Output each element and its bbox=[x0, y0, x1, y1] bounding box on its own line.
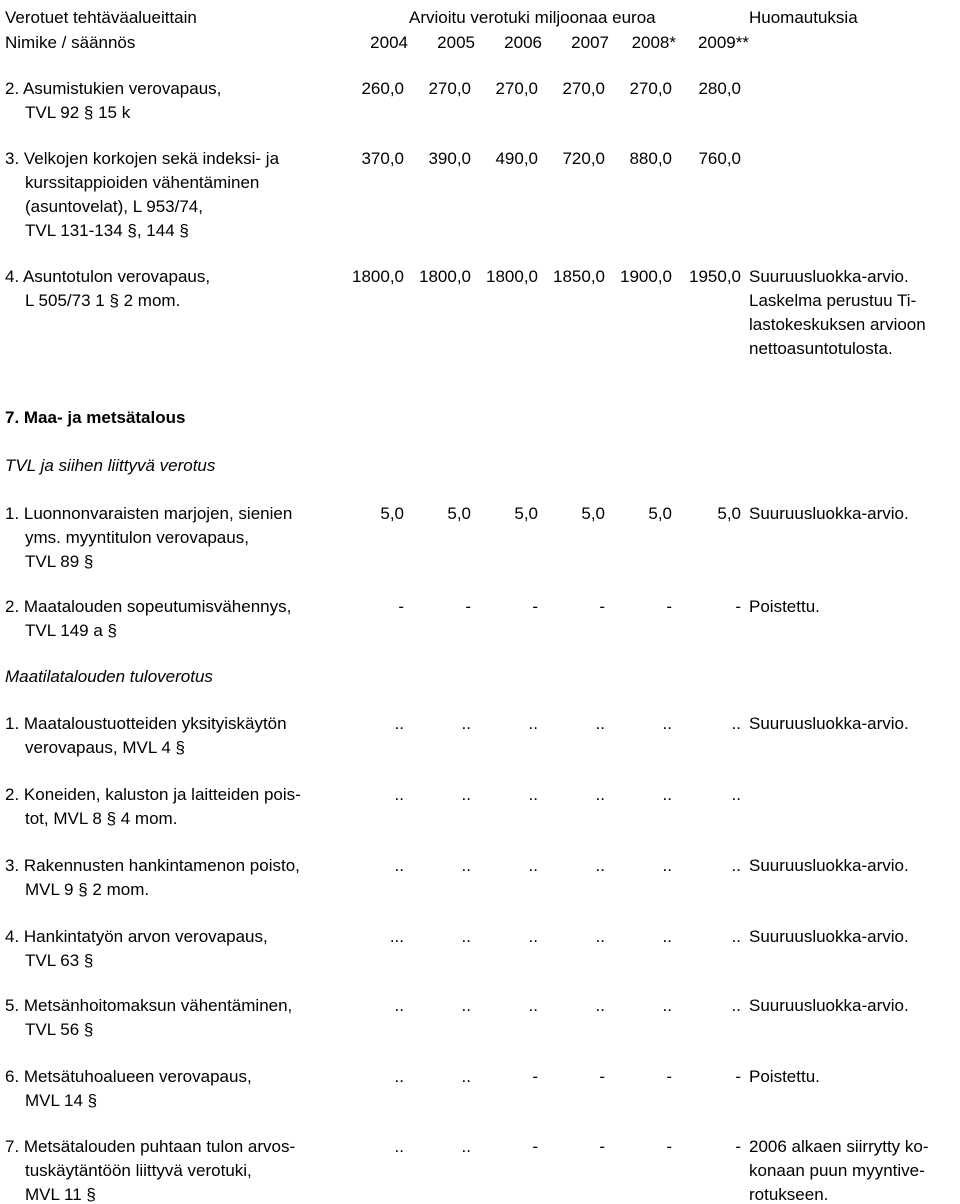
header-col1-subtitle: Nimike / säännös bbox=[5, 33, 136, 52]
row-note: Suuruusluokka-arvio. bbox=[749, 856, 909, 875]
row-value: 760,0 bbox=[698, 149, 741, 168]
row-value: .. bbox=[731, 714, 741, 733]
row-label: 1. Maataloustuotteiden yksityiskäytön bbox=[5, 714, 287, 733]
row-label: MVL 9 § 2 mom. bbox=[25, 880, 150, 899]
row-value: .. bbox=[461, 856, 471, 875]
row-note: lastokeskuksen arvioon bbox=[749, 315, 926, 334]
row-label: TVL 131-134 §, 144 § bbox=[25, 221, 189, 240]
section-title: 7. Maa- ja metsätalous bbox=[5, 408, 186, 427]
row-label: 6. Metsätuhoalueen verovapaus, bbox=[5, 1067, 252, 1086]
row-value: .. bbox=[461, 996, 471, 1015]
row-value: .. bbox=[662, 714, 672, 733]
row-label: tot, MVL 8 § 4 mom. bbox=[25, 809, 178, 828]
row-value: .. bbox=[595, 927, 605, 946]
row-label: 5. Metsänhoitomaksun vähentäminen, bbox=[5, 996, 293, 1015]
row-value: 1900,0 bbox=[620, 267, 672, 286]
row-value: 720,0 bbox=[562, 149, 605, 168]
row-label: tuskäytäntöön liittyvä verotuki, bbox=[25, 1161, 252, 1180]
row-note: Poistettu. bbox=[749, 1067, 820, 1086]
row-value: .. bbox=[461, 714, 471, 733]
row-label: MVL 14 § bbox=[25, 1091, 98, 1110]
row-note: 2006 alkaen siirrytty ko- bbox=[749, 1137, 929, 1156]
row-value: - bbox=[735, 597, 741, 616]
row-value: .. bbox=[595, 856, 605, 875]
row-value: - bbox=[666, 1137, 672, 1156]
row-note: Suuruusluokka-arvio. bbox=[749, 927, 909, 946]
row-value: 880,0 bbox=[629, 149, 672, 168]
row-label: 2. Maatalouden sopeutumisvähennys, bbox=[5, 597, 292, 616]
row-value: .. bbox=[595, 714, 605, 733]
row-value: - bbox=[465, 597, 471, 616]
row-value: .. bbox=[394, 785, 404, 804]
header-year: 2005 bbox=[437, 33, 475, 52]
row-value: 390,0 bbox=[428, 149, 471, 168]
row-value: 1800,0 bbox=[486, 267, 538, 286]
row-value: 370,0 bbox=[361, 149, 404, 168]
row-note: Suuruusluokka-arvio. bbox=[749, 714, 909, 733]
row-label: 2. Koneiden, kaluston ja laitteiden pois- bbox=[5, 785, 301, 804]
row-note: nettoasuntotulosta. bbox=[749, 339, 893, 358]
row-note: rotukseen. bbox=[749, 1185, 829, 1204]
row-value: 270,0 bbox=[495, 79, 538, 98]
row-note: Laskelma perustuu Ti- bbox=[749, 291, 917, 310]
row-value: 1800,0 bbox=[419, 267, 471, 286]
row-value: .. bbox=[528, 856, 538, 875]
row-value: .. bbox=[731, 927, 741, 946]
row-value: - bbox=[532, 597, 538, 616]
subsection-title: TVL ja siihen liittyvä verotus bbox=[5, 456, 216, 475]
row-value: 270,0 bbox=[428, 79, 471, 98]
row-label: (asuntovelat), L 953/74, bbox=[25, 197, 203, 216]
row-value: 1950,0 bbox=[689, 267, 741, 286]
row-note: Suuruusluokka-arvio. bbox=[749, 267, 909, 286]
row-value: .. bbox=[461, 1137, 471, 1156]
row-note: Suuruusluokka-arvio. bbox=[749, 504, 909, 523]
row-value: 5,0 bbox=[447, 504, 471, 523]
row-label: MVL 11 § bbox=[25, 1185, 96, 1204]
row-value: .. bbox=[731, 785, 741, 804]
row-value: .. bbox=[662, 856, 672, 875]
row-value: 490,0 bbox=[495, 149, 538, 168]
row-value: .. bbox=[528, 785, 538, 804]
row-value: - bbox=[398, 597, 404, 616]
subsection-title: Maatilatalouden tuloverotus bbox=[5, 667, 213, 686]
row-label: yms. myyntitulon verovapaus, bbox=[25, 528, 249, 547]
row-label: 3. Rakennusten hankintamenon poisto, bbox=[5, 856, 300, 875]
header-year: 2006 bbox=[504, 33, 542, 52]
row-value: .. bbox=[528, 996, 538, 1015]
row-label: 4. Asuntotulon verovapaus, bbox=[5, 267, 211, 286]
row-label: 3. Velkojen korkojen sekä indeksi- ja bbox=[5, 149, 280, 168]
row-value: ... bbox=[389, 927, 404, 946]
row-value: .. bbox=[394, 1137, 404, 1156]
row-value: 1850,0 bbox=[553, 267, 605, 286]
row-value: 1800,0 bbox=[352, 267, 404, 286]
row-value: .. bbox=[595, 996, 605, 1015]
row-label: TVL 89 § bbox=[25, 552, 94, 571]
row-label: 7. Metsätalouden puhtaan tulon arvos- bbox=[5, 1137, 296, 1156]
row-value: .. bbox=[461, 785, 471, 804]
row-note: Suuruusluokka-arvio. bbox=[749, 996, 909, 1015]
row-value: .. bbox=[662, 785, 672, 804]
row-value: 260,0 bbox=[361, 79, 404, 98]
row-value: .. bbox=[662, 996, 672, 1015]
row-label: 4. Hankintatyön arvon verovapaus, bbox=[5, 927, 268, 946]
row-value: - bbox=[532, 1137, 538, 1156]
header-col1-title: Verotuet tehtäväalueittain bbox=[5, 8, 197, 27]
row-value: 5,0 bbox=[514, 504, 538, 523]
row-value: .. bbox=[662, 927, 672, 946]
row-label: TVL 63 § bbox=[25, 951, 94, 970]
row-value: .. bbox=[394, 856, 404, 875]
row-label: 2. Asumistukien verovapaus, bbox=[5, 79, 222, 98]
header-year: 2008* bbox=[631, 33, 676, 52]
row-value: 270,0 bbox=[562, 79, 605, 98]
row-value: .. bbox=[461, 1067, 471, 1086]
header-notes-title: Huomautuksia bbox=[749, 8, 858, 27]
row-label: L 505/73 1 § 2 mom. bbox=[25, 291, 181, 310]
row-value: .. bbox=[394, 714, 404, 733]
row-label: verovapaus, MVL 4 § bbox=[25, 738, 186, 757]
row-value: .. bbox=[528, 927, 538, 946]
row-value: 5,0 bbox=[581, 504, 605, 523]
row-value: - bbox=[666, 1067, 672, 1086]
row-value: .. bbox=[731, 996, 741, 1015]
row-value: - bbox=[599, 1067, 605, 1086]
row-value: - bbox=[599, 597, 605, 616]
row-value: 5,0 bbox=[648, 504, 672, 523]
row-value: .. bbox=[595, 785, 605, 804]
row-label: TVL 56 § bbox=[25, 1020, 94, 1039]
header-year: 2009** bbox=[697, 33, 749, 52]
row-value: - bbox=[735, 1067, 741, 1086]
row-note: Poistettu. bbox=[749, 597, 820, 616]
row-label: TVL 92 § 15 k bbox=[25, 103, 131, 122]
header-year: 2004 bbox=[370, 33, 408, 52]
row-value: 280,0 bbox=[698, 79, 741, 98]
row-label: TVL 149 a § bbox=[25, 621, 117, 640]
row-value: .. bbox=[731, 856, 741, 875]
header-year: 2007 bbox=[571, 33, 609, 52]
row-label: 1. Luonnonvaraisten marjojen, sienien bbox=[5, 504, 293, 523]
row-value: .. bbox=[394, 1067, 404, 1086]
row-value: - bbox=[532, 1067, 538, 1086]
row-value: 5,0 bbox=[717, 504, 741, 523]
row-note: konaan puun myyntive- bbox=[749, 1161, 925, 1180]
row-value: .. bbox=[461, 927, 471, 946]
row-value: 5,0 bbox=[380, 504, 404, 523]
row-value: - bbox=[735, 1137, 741, 1156]
row-value: .. bbox=[528, 714, 538, 733]
row-value: .. bbox=[394, 996, 404, 1015]
header-amount-title: Arvioitu verotuki miljoonaa euroa bbox=[409, 8, 656, 27]
row-label: kurssitappioiden vähentäminen bbox=[25, 173, 260, 192]
row-value: - bbox=[599, 1137, 605, 1156]
row-value: 270,0 bbox=[629, 79, 672, 98]
row-value: - bbox=[666, 597, 672, 616]
